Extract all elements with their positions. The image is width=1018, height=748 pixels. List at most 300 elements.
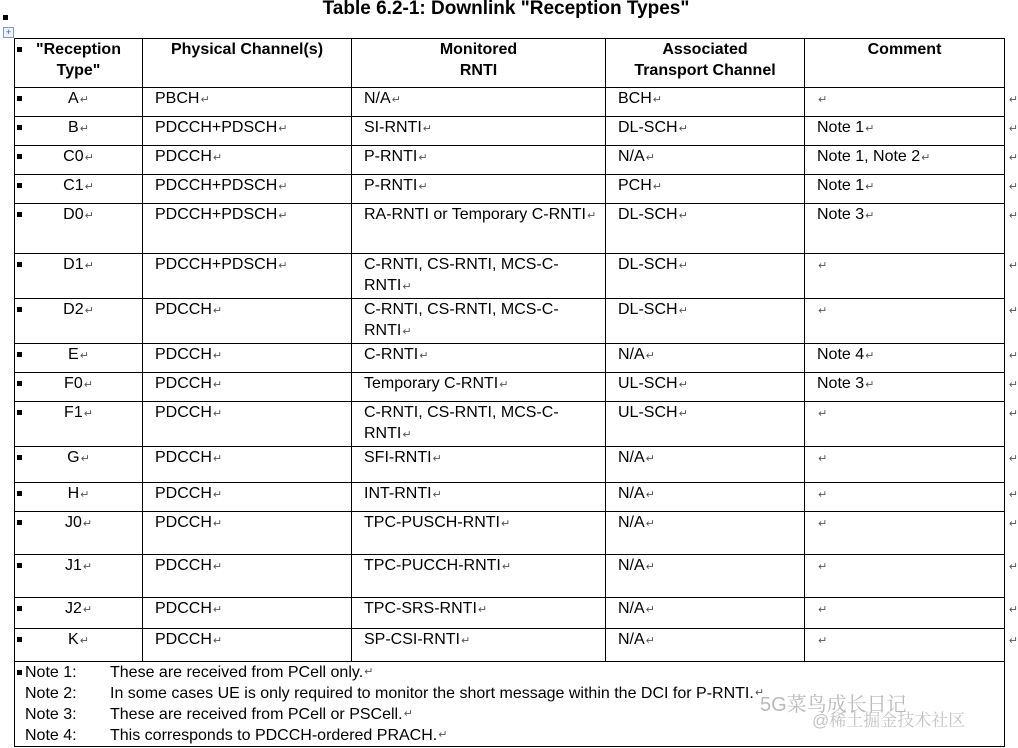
paragraph-mark-icon: ↵ — [678, 305, 688, 317]
cell-text: PDCCH+PDSCH — [155, 119, 278, 136]
paragraph-mark-icon: ↵ — [921, 152, 931, 164]
cell-channel — [143, 629, 352, 662]
paragraph-mark-icon: ↵ — [432, 489, 442, 501]
row-marker-icon — [17, 381, 22, 386]
paragraph-mark-icon: ↵ — [364, 666, 374, 678]
paragraph-mark-icon: ↵ — [586, 210, 597, 222]
note-key: Note 4: — [25, 727, 77, 744]
paragraph-bullet-icon — [3, 15, 8, 20]
reception-types-table — [14, 38, 1018, 747]
row-marker-icon — [17, 154, 22, 159]
cell-text: PDCCH — [155, 404, 212, 421]
cell-channel — [143, 88, 352, 117]
header-physical-channel: Physical Channel(s) — [143, 39, 352, 88]
paragraph-mark-icon: ↵ — [79, 635, 89, 647]
cell-text: UL-SCH — [618, 375, 678, 392]
paragraph-mark-icon: ↵ — [645, 561, 655, 573]
cell-rnti — [352, 117, 606, 146]
row-marker-icon — [17, 262, 22, 267]
cell-text: SI-RNTI — [364, 119, 422, 136]
cell-comment — [805, 447, 1018, 483]
paragraph-mark-icon: ↵ — [212, 518, 223, 530]
cell-text: PDCCH — [155, 346, 212, 363]
cell-comment — [805, 204, 1018, 254]
cell-channel — [143, 598, 352, 629]
cell-channel — [143, 512, 352, 555]
table-title: Table 6.2-1: Downlink "Reception Types" — [322, 0, 690, 19]
cell-transport — [606, 402, 805, 447]
cell-transport — [606, 512, 805, 555]
table-row — [15, 483, 1005, 512]
cell-text: PDCCH+PDSCH — [155, 206, 278, 223]
table-row — [15, 373, 1005, 402]
paragraph-mark-icon: ↵ — [818, 518, 828, 530]
cell-transport — [606, 175, 805, 204]
paragraph-mark-icon: ↵ — [818, 305, 828, 317]
row-marker-icon — [17, 47, 22, 52]
paragraph-mark-icon: ↵ — [84, 210, 94, 222]
paragraph-mark-icon: ↵ — [278, 123, 288, 135]
cell-text: H — [67, 485, 80, 502]
cell-type — [15, 402, 143, 447]
row-marker-icon — [17, 307, 22, 312]
note-key: Note 1: — [25, 664, 77, 681]
cell-type — [15, 629, 143, 662]
note-text: In some cases UE is only required to monitor the short message within the DCI for P-RNTI. — [110, 685, 754, 702]
paragraph-mark-icon: ↵ — [278, 260, 288, 272]
paragraph-mark-icon: ↵ — [403, 708, 413, 720]
cell-channel — [143, 483, 352, 512]
cell-text: N/A — [364, 90, 391, 107]
cell-comment — [805, 629, 1018, 662]
cell-text: SFI-RNTI — [364, 449, 432, 466]
paragraph-mark-icon: ↵ — [818, 604, 828, 616]
cell-comment — [805, 402, 1018, 447]
cell-channel — [143, 175, 352, 204]
table-row — [15, 88, 1005, 117]
cell-rnti — [352, 88, 606, 117]
row-end-mark-icon: ↵ — [1008, 604, 1018, 616]
cell-rnti — [352, 483, 606, 512]
cell-transport — [606, 88, 805, 117]
cell-channel — [143, 204, 352, 254]
paragraph-mark-icon: ↵ — [79, 94, 89, 106]
paragraph-mark-icon: ↵ — [84, 305, 94, 317]
cell-type — [15, 555, 143, 598]
paragraph-mark-icon: ↵ — [84, 152, 94, 164]
table-row — [15, 299, 1005, 344]
paragraph-mark-icon: ↵ — [82, 518, 93, 530]
cell-channel — [143, 373, 352, 402]
paragraph-mark-icon: ↵ — [645, 518, 655, 530]
paragraph-mark-icon: ↵ — [818, 408, 828, 420]
paragraph-mark-icon: ↵ — [212, 305, 223, 317]
cell-text: PDCCH — [155, 148, 212, 165]
cell-channel — [143, 254, 352, 299]
cell-channel — [143, 447, 352, 483]
row-end-mark-icon: ↵ — [1008, 408, 1018, 420]
table-row — [15, 146, 1005, 175]
table-row — [15, 629, 1005, 662]
paragraph-mark-icon: ↵ — [645, 152, 655, 164]
cell-comment — [805, 254, 1018, 299]
paragraph-mark-icon: ↵ — [80, 453, 90, 465]
cell-type — [15, 344, 143, 373]
cell-text: PDCCH — [155, 375, 212, 392]
row-marker-icon — [17, 125, 22, 130]
cell-channel — [143, 117, 352, 146]
paragraph-mark-icon: ↵ — [652, 94, 662, 106]
cell-rnti — [352, 447, 606, 483]
table-row — [15, 555, 1005, 598]
cell-rnti — [352, 254, 606, 299]
cell-text: INT-RNTI — [364, 485, 432, 502]
cell-type — [15, 88, 143, 117]
cell-comment — [805, 299, 1018, 344]
cell-transport — [606, 483, 805, 512]
cell-text: PDCCH — [155, 631, 212, 648]
cell-text: UL-SCH — [618, 404, 678, 421]
paragraph-mark-icon: ↵ — [212, 561, 223, 573]
watermark-logo: 5G菜鸟成长日记 — [760, 694, 907, 716]
cell-comment — [805, 555, 1018, 598]
cell-text: C-RNTI, CS-RNTI, MCS-C-RNTI — [364, 256, 559, 294]
cell-channel — [143, 299, 352, 344]
cell-text: J2 — [64, 600, 82, 617]
row-marker-icon — [17, 212, 22, 217]
paragraph-mark-icon: ↵ — [818, 489, 828, 501]
paragraph-mark-icon: ↵ — [652, 181, 662, 193]
cell-text: C1 — [63, 177, 84, 194]
paragraph-mark-icon: ↵ — [82, 604, 93, 616]
cell-text: C-RNTI, CS-RNTI, MCS-C-RNTI — [364, 404, 559, 442]
note-key: Note 2: — [25, 685, 77, 702]
paragraph-mark-icon: ↵ — [865, 379, 875, 391]
cell-comment — [805, 344, 1018, 373]
cell-text: J1 — [64, 557, 82, 574]
row-end-mark-icon: ↵ — [1008, 635, 1018, 647]
paragraph-mark-icon: ↵ — [83, 379, 93, 391]
header-transport-channel: Associated Transport Channel — [606, 39, 805, 88]
cell-rnti — [352, 512, 606, 555]
paragraph-mark-icon: ↵ — [212, 379, 223, 391]
cell-text: J0 — [64, 514, 82, 531]
paragraph-mark-icon: ↵ — [83, 408, 93, 420]
cell-text: TPC-SRS-RNTI — [364, 600, 477, 617]
cell-text: B — [68, 119, 79, 136]
cell-rnti — [352, 598, 606, 629]
paragraph-mark-icon: ↵ — [402, 429, 412, 441]
cell-text: Note 1 — [817, 177, 865, 194]
row-end-mark-icon: ↵ — [1008, 94, 1018, 106]
cell-type — [15, 598, 143, 629]
header-monitored-rnti: Monitored RNTI — [352, 39, 606, 88]
cell-text: PDCCH+PDSCH — [155, 256, 278, 273]
cell-transport — [606, 117, 805, 146]
cell-channel — [143, 402, 352, 447]
cell-text: N/A — [618, 485, 645, 502]
paragraph-mark-icon: ↵ — [200, 94, 210, 106]
paragraph-mark-icon: ↵ — [501, 561, 512, 573]
cell-text: C-RNTI, CS-RNTI, MCS-C-RNTI — [364, 301, 559, 339]
cell-transport — [606, 447, 805, 483]
cell-text: N/A — [618, 514, 645, 531]
paragraph-mark-icon: ↵ — [818, 260, 828, 272]
paragraph-mark-icon: ↵ — [645, 453, 655, 465]
cell-text: PDCCH+PDSCH — [155, 177, 278, 194]
cell-text: TPC-PUSCH-RNTI — [364, 514, 500, 531]
cell-text: Note 3 — [817, 375, 865, 392]
paragraph-mark-icon: ↵ — [438, 729, 448, 741]
paragraph-mark-icon: ↵ — [477, 604, 488, 616]
cell-text: N/A — [618, 600, 645, 617]
cell-text: G — [67, 449, 80, 466]
note-key: Note 3: — [25, 706, 77, 723]
table-row — [15, 402, 1005, 447]
cell-text: SP-CSI-RNTI — [364, 631, 460, 648]
table-header-row — [15, 39, 1005, 88]
row-marker-icon — [17, 606, 22, 611]
paragraph-mark-icon: ↵ — [865, 210, 875, 222]
cell-text: DL-SCH — [618, 119, 678, 136]
paragraph-mark-icon: ↵ — [461, 635, 471, 647]
cell-text: PDCCH — [155, 449, 212, 466]
row-end-mark-icon: ↵ — [1008, 489, 1018, 501]
paragraph-mark-icon: ↵ — [432, 453, 442, 465]
row-end-mark-icon: ↵ — [1008, 260, 1018, 272]
row-end-mark-icon: ↵ — [1008, 123, 1018, 135]
table-row — [15, 447, 1005, 483]
cell-text: P-RNTI — [364, 177, 418, 194]
paragraph-mark-icon: ↵ — [645, 489, 655, 501]
row-marker-icon — [17, 352, 22, 357]
paragraph-mark-icon: ↵ — [678, 408, 688, 420]
cell-rnti — [352, 175, 606, 204]
cell-type — [15, 146, 143, 175]
cell-transport — [606, 204, 805, 254]
table-row — [15, 344, 1005, 373]
cell-text: Note 1, Note 2 — [817, 148, 921, 165]
table-row — [15, 204, 1005, 254]
paragraph-mark-icon: ↵ — [865, 123, 875, 135]
cell-text: F1 — [64, 404, 83, 421]
cell-type — [15, 447, 143, 483]
paragraph-mark-icon: ↵ — [402, 281, 412, 293]
paragraph-mark-icon: ↵ — [645, 350, 655, 362]
paragraph-mark-icon: ↵ — [212, 489, 223, 501]
table-row — [15, 598, 1005, 629]
paragraph-mark-icon: ↵ — [422, 123, 432, 135]
paragraph-mark-icon: ↵ — [501, 518, 511, 530]
row-marker-icon — [17, 491, 22, 496]
row-marker-icon — [17, 520, 22, 525]
paragraph-mark-icon: ↵ — [212, 453, 223, 465]
paragraph-mark-icon: ↵ — [419, 350, 429, 362]
cell-rnti — [352, 146, 606, 175]
paragraph-mark-icon: ↵ — [499, 379, 509, 391]
cell-text: F0 — [64, 375, 83, 392]
cell-text: N/A — [618, 148, 645, 165]
move-handle-icon[interactable]: + — [3, 27, 14, 38]
cell-channel — [143, 146, 352, 175]
header-reception-type: "Reception Type" — [15, 39, 143, 88]
paragraph-mark-icon: ↵ — [402, 326, 412, 338]
cell-channel — [143, 344, 352, 373]
cell-comment — [805, 512, 1018, 555]
cell-text: E — [68, 346, 79, 363]
cell-text: A — [68, 90, 79, 107]
row-marker-icon — [17, 410, 22, 415]
paragraph-mark-icon: ↵ — [865, 350, 875, 362]
cell-comment — [805, 88, 1018, 117]
cell-text: PDCCH — [155, 301, 212, 318]
cell-text: PDCCH — [155, 557, 212, 574]
row-end-mark-icon: ↵ — [1008, 152, 1018, 164]
cell-type — [15, 512, 143, 555]
cell-type — [15, 299, 143, 344]
cell-text: DL-SCH — [618, 206, 678, 223]
cell-transport — [606, 598, 805, 629]
cell-comment — [805, 598, 1018, 629]
cell-rnti — [352, 204, 606, 254]
row-end-mark-icon: ↵ — [1008, 210, 1018, 222]
paragraph-mark-icon: ↵ — [418, 152, 428, 164]
row-marker-icon — [17, 563, 22, 568]
cell-text: N/A — [618, 557, 645, 574]
paragraph-mark-icon: ↵ — [79, 123, 89, 135]
cell-text: D0 — [63, 206, 84, 223]
cell-transport — [606, 629, 805, 662]
row-marker-icon — [17, 670, 22, 675]
cell-type — [15, 175, 143, 204]
cell-comment — [805, 146, 1018, 175]
cell-comment — [805, 483, 1018, 512]
row-marker-icon — [17, 455, 22, 460]
cell-channel — [143, 555, 352, 598]
paragraph-mark-icon: ↵ — [678, 260, 688, 272]
cell-text: PDCCH — [155, 514, 212, 531]
row-end-mark-icon: ↵ — [1008, 181, 1018, 193]
cell-text: PCH — [618, 177, 652, 194]
paragraph-mark-icon: ↵ — [278, 210, 288, 222]
paragraph-mark-icon: ↵ — [278, 181, 288, 193]
cell-comment — [805, 373, 1018, 402]
cell-text: D2 — [63, 301, 84, 318]
table-row — [15, 117, 1005, 146]
row-end-mark-icon: ↵ — [1008, 518, 1018, 530]
cell-rnti — [352, 555, 606, 598]
cell-text: PDCCH — [155, 485, 212, 502]
cell-text: TPC-PUCCH-RNTI — [364, 557, 501, 574]
paragraph-mark-icon: ↵ — [212, 604, 223, 616]
cell-text: Note 4 — [817, 346, 865, 363]
paragraph-mark-icon: ↵ — [212, 408, 223, 420]
row-end-mark-icon: ↵ — [1008, 350, 1018, 362]
paragraph-mark-icon: ↵ — [212, 350, 223, 362]
cell-type — [15, 373, 143, 402]
cell-text: DL-SCH — [618, 256, 678, 273]
paragraph-mark-icon: ↵ — [82, 561, 93, 573]
paragraph-mark-icon: ↵ — [418, 181, 428, 193]
row-marker-icon — [17, 183, 22, 188]
cell-rnti — [352, 299, 606, 344]
paragraph-mark-icon: ↵ — [80, 489, 90, 501]
cell-text: D1 — [63, 256, 84, 273]
cell-text: Temporary C-RNTI — [364, 375, 499, 392]
row-marker-icon — [17, 96, 22, 101]
cell-text: C0 — [63, 148, 84, 165]
paragraph-mark-icon: ↵ — [818, 635, 828, 647]
cell-text: RA-RNTI or Temporary C-RNTI — [364, 206, 586, 223]
cell-transport — [606, 344, 805, 373]
note-item — [25, 662, 1004, 683]
cell-transport — [606, 555, 805, 598]
cell-text: DL-SCH — [618, 301, 678, 318]
cell-text: PBCH — [155, 90, 200, 107]
paragraph-mark-icon: ↵ — [678, 123, 688, 135]
cell-type — [15, 483, 143, 512]
paragraph-mark-icon: ↵ — [818, 94, 828, 106]
cell-rnti — [352, 373, 606, 402]
table-row — [15, 175, 1005, 204]
cell-text: PDCCH — [155, 600, 212, 617]
row-marker-icon — [17, 637, 22, 642]
header-comment: Comment — [805, 39, 1005, 88]
paragraph-mark-icon: ↵ — [79, 350, 89, 362]
cell-rnti — [352, 344, 606, 373]
row-end-mark-icon: ↵ — [1008, 561, 1018, 573]
paragraph-mark-icon: ↵ — [84, 181, 94, 193]
cell-type — [15, 254, 143, 299]
cell-transport — [606, 254, 805, 299]
row-end-mark-icon: ↵ — [1008, 379, 1018, 391]
cell-text: Note 1 — [817, 119, 865, 136]
cell-text: Note 3 — [817, 206, 865, 223]
paragraph-mark-icon: ↵ — [645, 635, 655, 647]
paragraph-mark-icon: ↵ — [678, 379, 688, 391]
cell-type — [15, 117, 143, 146]
paragraph-mark-icon: ↵ — [212, 635, 223, 647]
cell-text: N/A — [618, 449, 645, 466]
paragraph-mark-icon: ↵ — [754, 687, 765, 699]
cell-text: N/A — [618, 346, 645, 363]
cell-type — [15, 204, 143, 254]
cell-text: C-RNTI — [364, 346, 419, 363]
note-text: These are received from PCell or PSCell. — [110, 706, 403, 723]
cell-text: BCH — [618, 90, 652, 107]
table-body — [15, 88, 1018, 662]
cell-transport — [606, 146, 805, 175]
cell-rnti — [352, 402, 606, 447]
note-text: This corresponds to PDCCH-ordered PRACH. — [110, 727, 438, 744]
note-text: These are received from PCell only. — [110, 664, 364, 681]
cell-transport — [606, 299, 805, 344]
row-end-mark-icon: ↵ — [1008, 305, 1018, 317]
cell-text: N/A — [618, 631, 645, 648]
paragraph-mark-icon: ↵ — [212, 152, 223, 164]
row-end-mark-icon: ↵ — [1008, 453, 1018, 465]
paragraph-mark-icon: ↵ — [818, 453, 828, 465]
paragraph-mark-icon: ↵ — [391, 94, 401, 106]
cell-comment — [805, 175, 1018, 204]
table-row — [15, 254, 1005, 299]
paragraph-mark-icon: ↵ — [865, 181, 875, 193]
cell-comment — [805, 117, 1018, 146]
cell-transport — [606, 373, 805, 402]
table-row — [15, 512, 1005, 555]
cell-text: K — [68, 631, 79, 648]
paragraph-mark-icon: ↵ — [645, 604, 655, 616]
